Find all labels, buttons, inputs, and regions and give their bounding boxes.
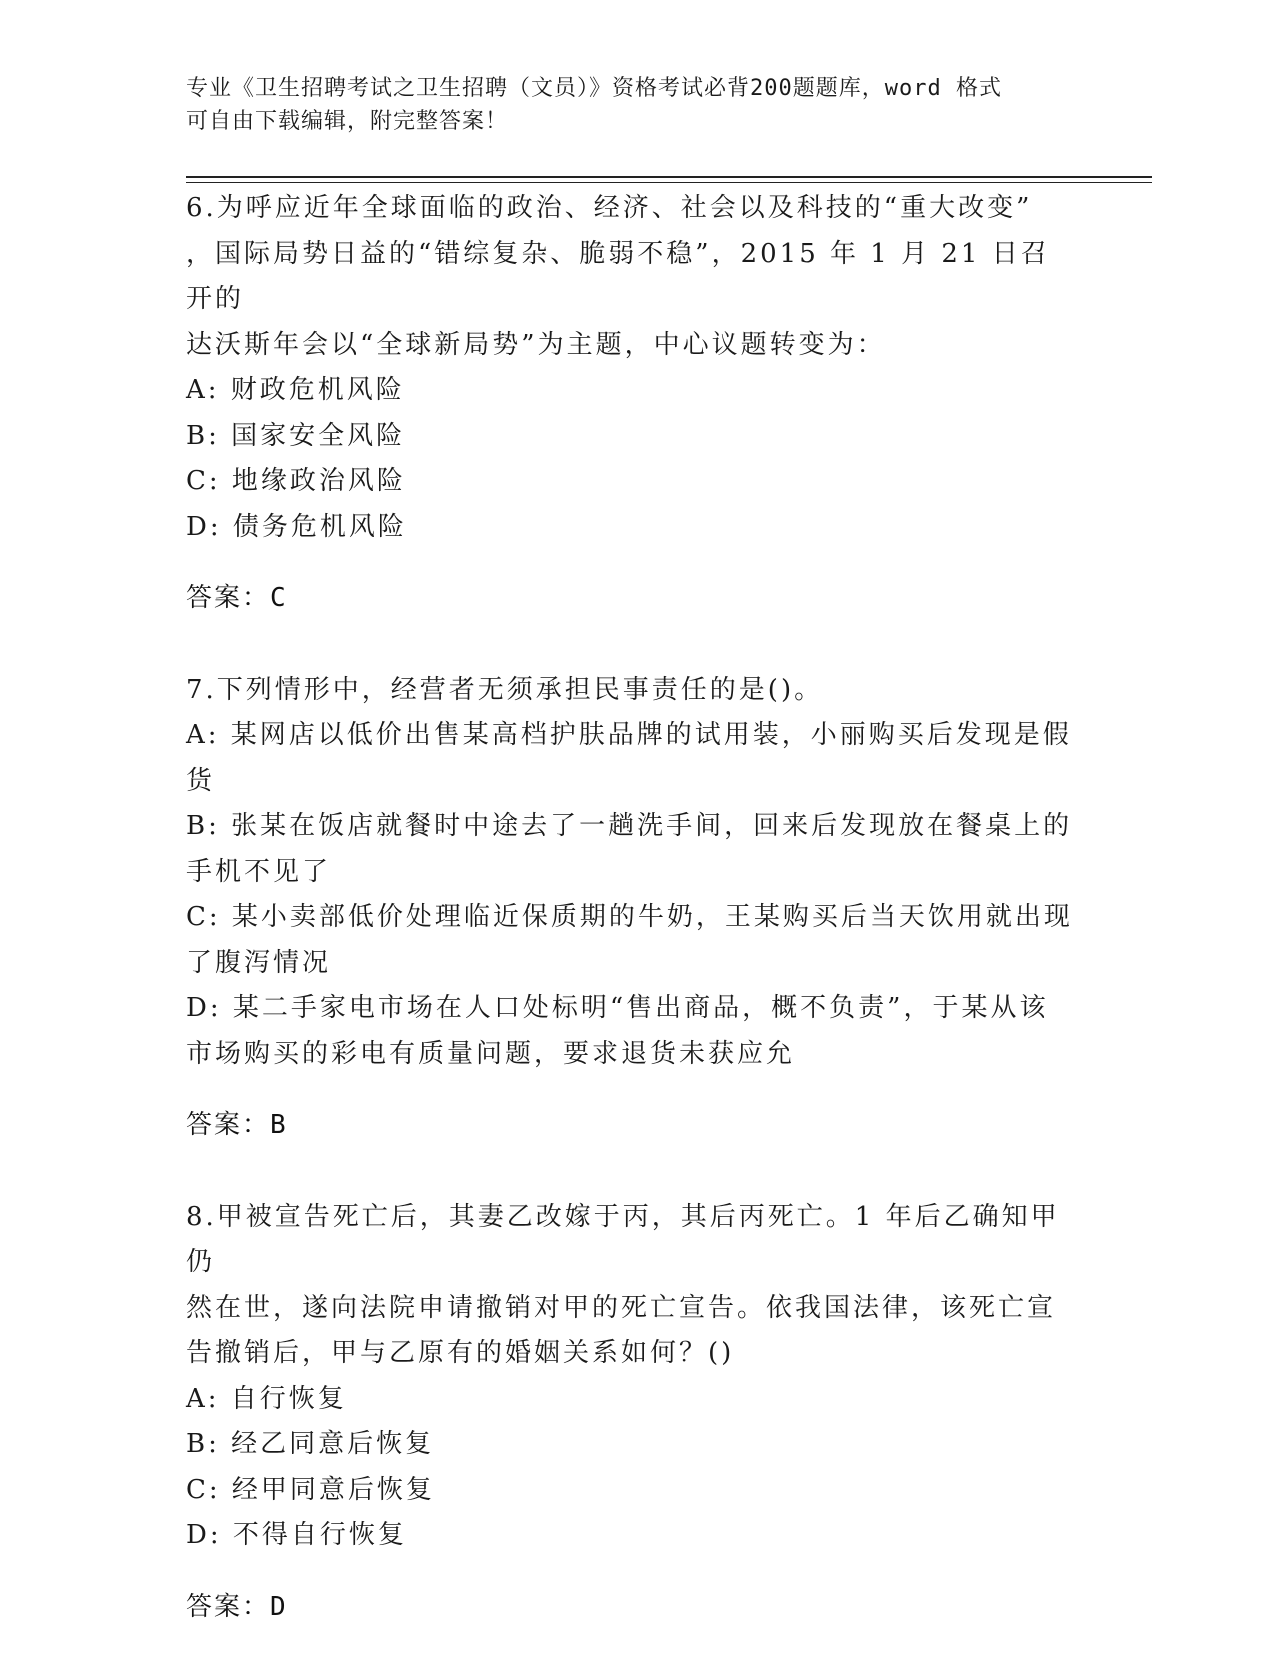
question-stem-line: 6.为呼应近年全球面临的政治、经济、社会以及科技的“重大改变” — [186, 193, 1033, 223]
question-8 — [186, 1195, 1076, 1631]
option-b: B: 张某在饭店就餐时中途去了一趟洗手间，回来后发现放在餐桌上的 — [186, 811, 1073, 841]
document-header — [186, 72, 1066, 138]
option-d-continued: 市场购买的彩电有质量问题，要求退货未获应允 — [186, 1038, 796, 1069]
option-a: A: 自行恢复 — [186, 1383, 347, 1414]
question-stem-line: ，国际局势日益的“错综复杂、脆弱不稳”，2015 年 1 月 21 日召开的 — [186, 238, 1050, 314]
question-stem-line: 告撤销后，甲与乙原有的婚姻关系如何？() — [186, 1338, 735, 1368]
question-7 — [186, 668, 1076, 1149]
option-c: C: 经甲同意后恢复 — [186, 1474, 435, 1505]
option-b-continued: 手机不见了 — [186, 856, 332, 887]
question-stem-line: 然在世，遂向法院申请撤销对甲的死亡宣告。依我国法律，该死亡宣 — [186, 1292, 1057, 1323]
question-list — [186, 186, 1076, 1656]
header-line-2: 可自由下载编辑，附完整答案！ — [186, 109, 509, 134]
option-d: D: 债务危机风险 — [186, 511, 407, 542]
question-stem-line: 达沃斯年会以“全球新局势”为主题，中心议题转变为： — [186, 329, 886, 360]
option-a: A: 财政危机风险 — [186, 375, 405, 405]
header-rule-thin — [186, 182, 1152, 183]
header-rule-thick — [186, 176, 1152, 178]
option-b: B: 国家安全风险 — [186, 420, 406, 451]
option-a: A: 某网店以低价出售某高档护肤品牌的试用装，小丽购买后发现是假 — [186, 720, 1072, 750]
answer-line: 答案：C — [186, 583, 288, 613]
header-line-1: 专业《卫生招聘考试之卫生招聘（文员）》资格考试必背200题题库，word 格式 — [186, 76, 1002, 101]
option-b: B: 经乙同意后恢复 — [186, 1429, 435, 1459]
answer-line: 答案：B — [186, 1110, 288, 1140]
answer-line: 答案：D — [186, 1591, 288, 1622]
question-stem-line: 8.甲被宣告死亡后，其妻乙改嫁于丙，其后丙死亡。1 年后乙确知甲仍 — [186, 1201, 1060, 1277]
question-6 — [186, 186, 1076, 622]
option-d: D: 不得自行恢复 — [186, 1520, 407, 1550]
question-stem-line: 7.下列情形中，经营者无须承担民事责任的是()。 — [186, 674, 824, 705]
option-c: C: 地缘政治风险 — [186, 466, 406, 496]
option-a-continued: 货 — [186, 765, 216, 796]
option-c: C: 某小卖部低价处理临近保质期的牛奶，王某购买后当天饮用就出现 — [186, 902, 1073, 932]
option-d: D: 某二手家电市场在人口处标明“售出商品，概不负责”，于某从该 — [186, 993, 1049, 1023]
option-c-continued: 了腹泻情况 — [186, 947, 332, 978]
